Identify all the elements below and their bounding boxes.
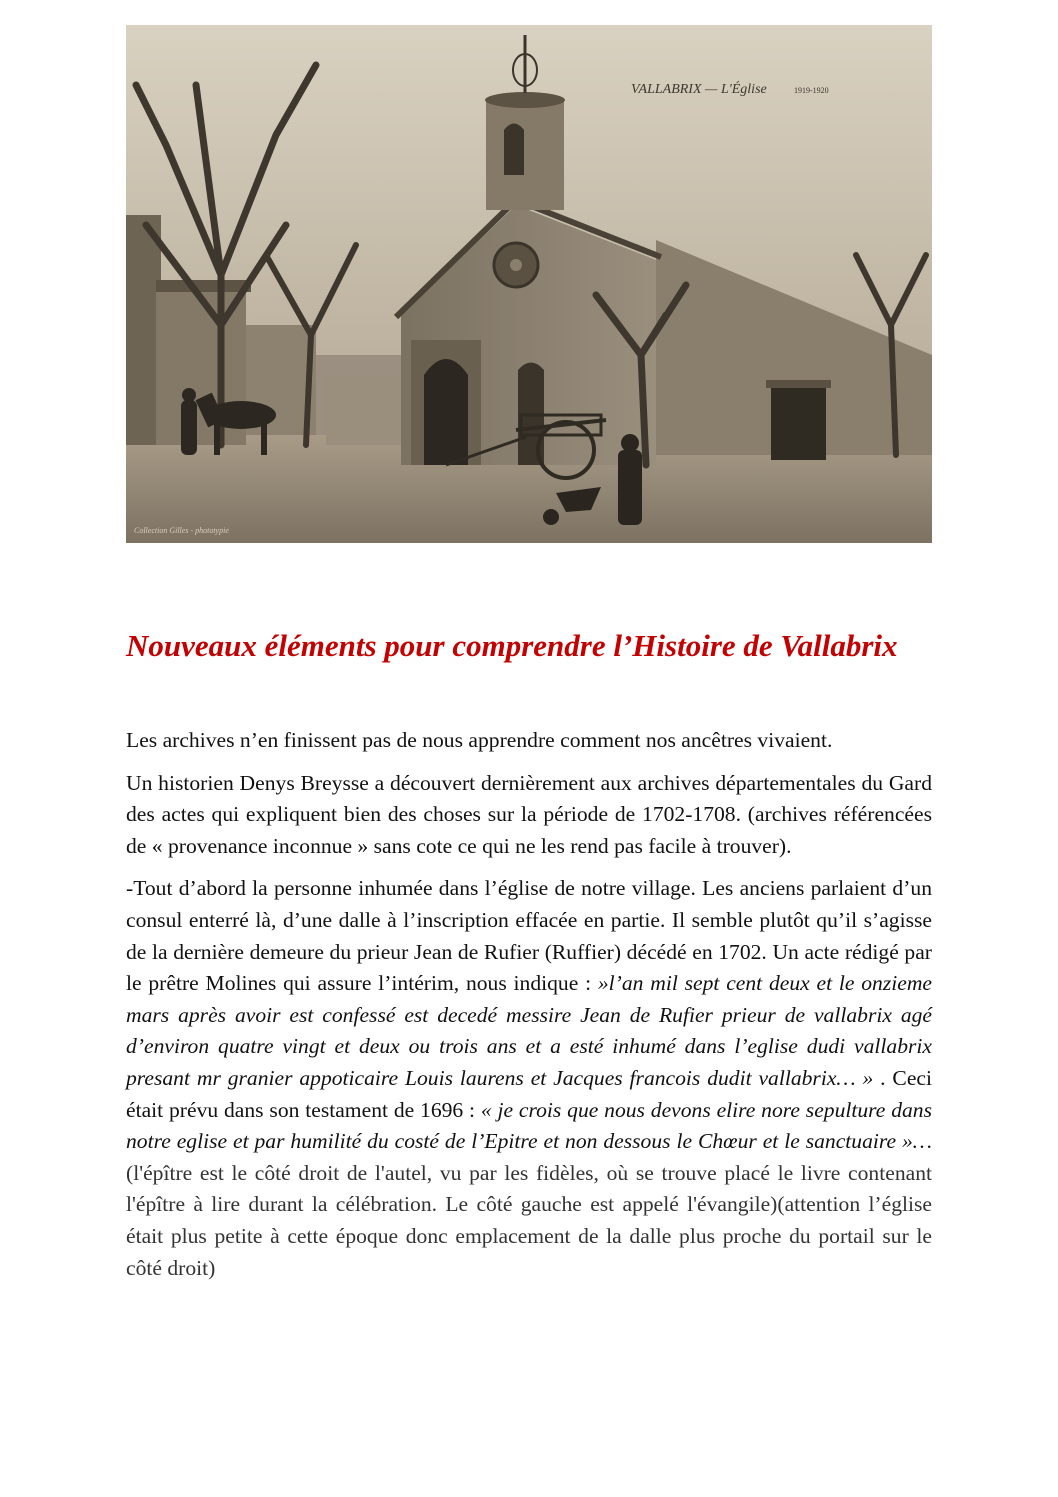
article-body bbox=[126, 725, 932, 1295]
paragraph-historian: Un historien Denys Breysse a découvert dernièrement aux archives départementales du Gard des actes qui expliquent bien des choses sur la période de 1702-1708. (archives référencées de « provenance inconnue » sans cote ce qui ne les rend pas facile à trouver). bbox=[126, 770, 932, 858]
burial-aside-note: (l'épître est le côté droit de l'autel, vu par les fidèles, où se trouve placé le livre contenant l'épître à lire durant la célébration. Le côté gauche est appelé l'évangile)(attention l’église était plus petite à cette époque donc emplacement de la dalle plus proche du portail sur le côté droit) bbox=[126, 1160, 932, 1280]
burial-text-a: -Tout d’abord la personne inhumée dans l’église de notre village. Les anciens parlaient d’un consul enterré là, d’une dalle à l’inscription effacée en partie. Il semble plutôt qu’il s’agisse de la dernière demeure du prieur Jean de Rufier (Ruffier) décédé en 1702. Un acte rédigé par le prêtre Molines qui assure l’intérim, nous indique : bbox=[126, 876, 932, 996]
postcard-caption-date: 1919-1920 bbox=[794, 86, 829, 95]
intro-paragraph: Les archives n’en finissent pas de nous apprendre comment nos ancêtres vivaient. bbox=[126, 728, 833, 752]
postcard-caption: VALLABRIX — L'Église bbox=[631, 82, 767, 97]
burial-quote-act: »l’an mil sept cent deux et le onzieme mars après avoir est confessé est decedé messire Jean de Rufier prieur de vallabrix agé d’environ quatre vingt et deux ou trois ans et a esté inhumé dans l’eglise dudi vallabrix presant mr granier appoticaire Louis laurens et Jacques francois dudit vallabrix… » bbox=[126, 971, 932, 1090]
article-title: Nouveaux éléments pour comprendre l’Histoire de Vallabrix bbox=[126, 628, 898, 663]
church-postcard-photo bbox=[126, 25, 932, 543]
paragraph-burial bbox=[126, 873, 932, 1284]
burial-text-b: . Ceci était prévu dans son testament de 1696 : bbox=[126, 1065, 932, 1122]
burial-quote-testament: « je crois que nous devons elire nore sepulture dans notre eglise et par humilité du costé de l’Epitre et non dessous le Chœur et le sanctuaire »… bbox=[126, 1097, 932, 1154]
postcard-publisher: Collection Gilles - phototypie bbox=[134, 526, 229, 535]
